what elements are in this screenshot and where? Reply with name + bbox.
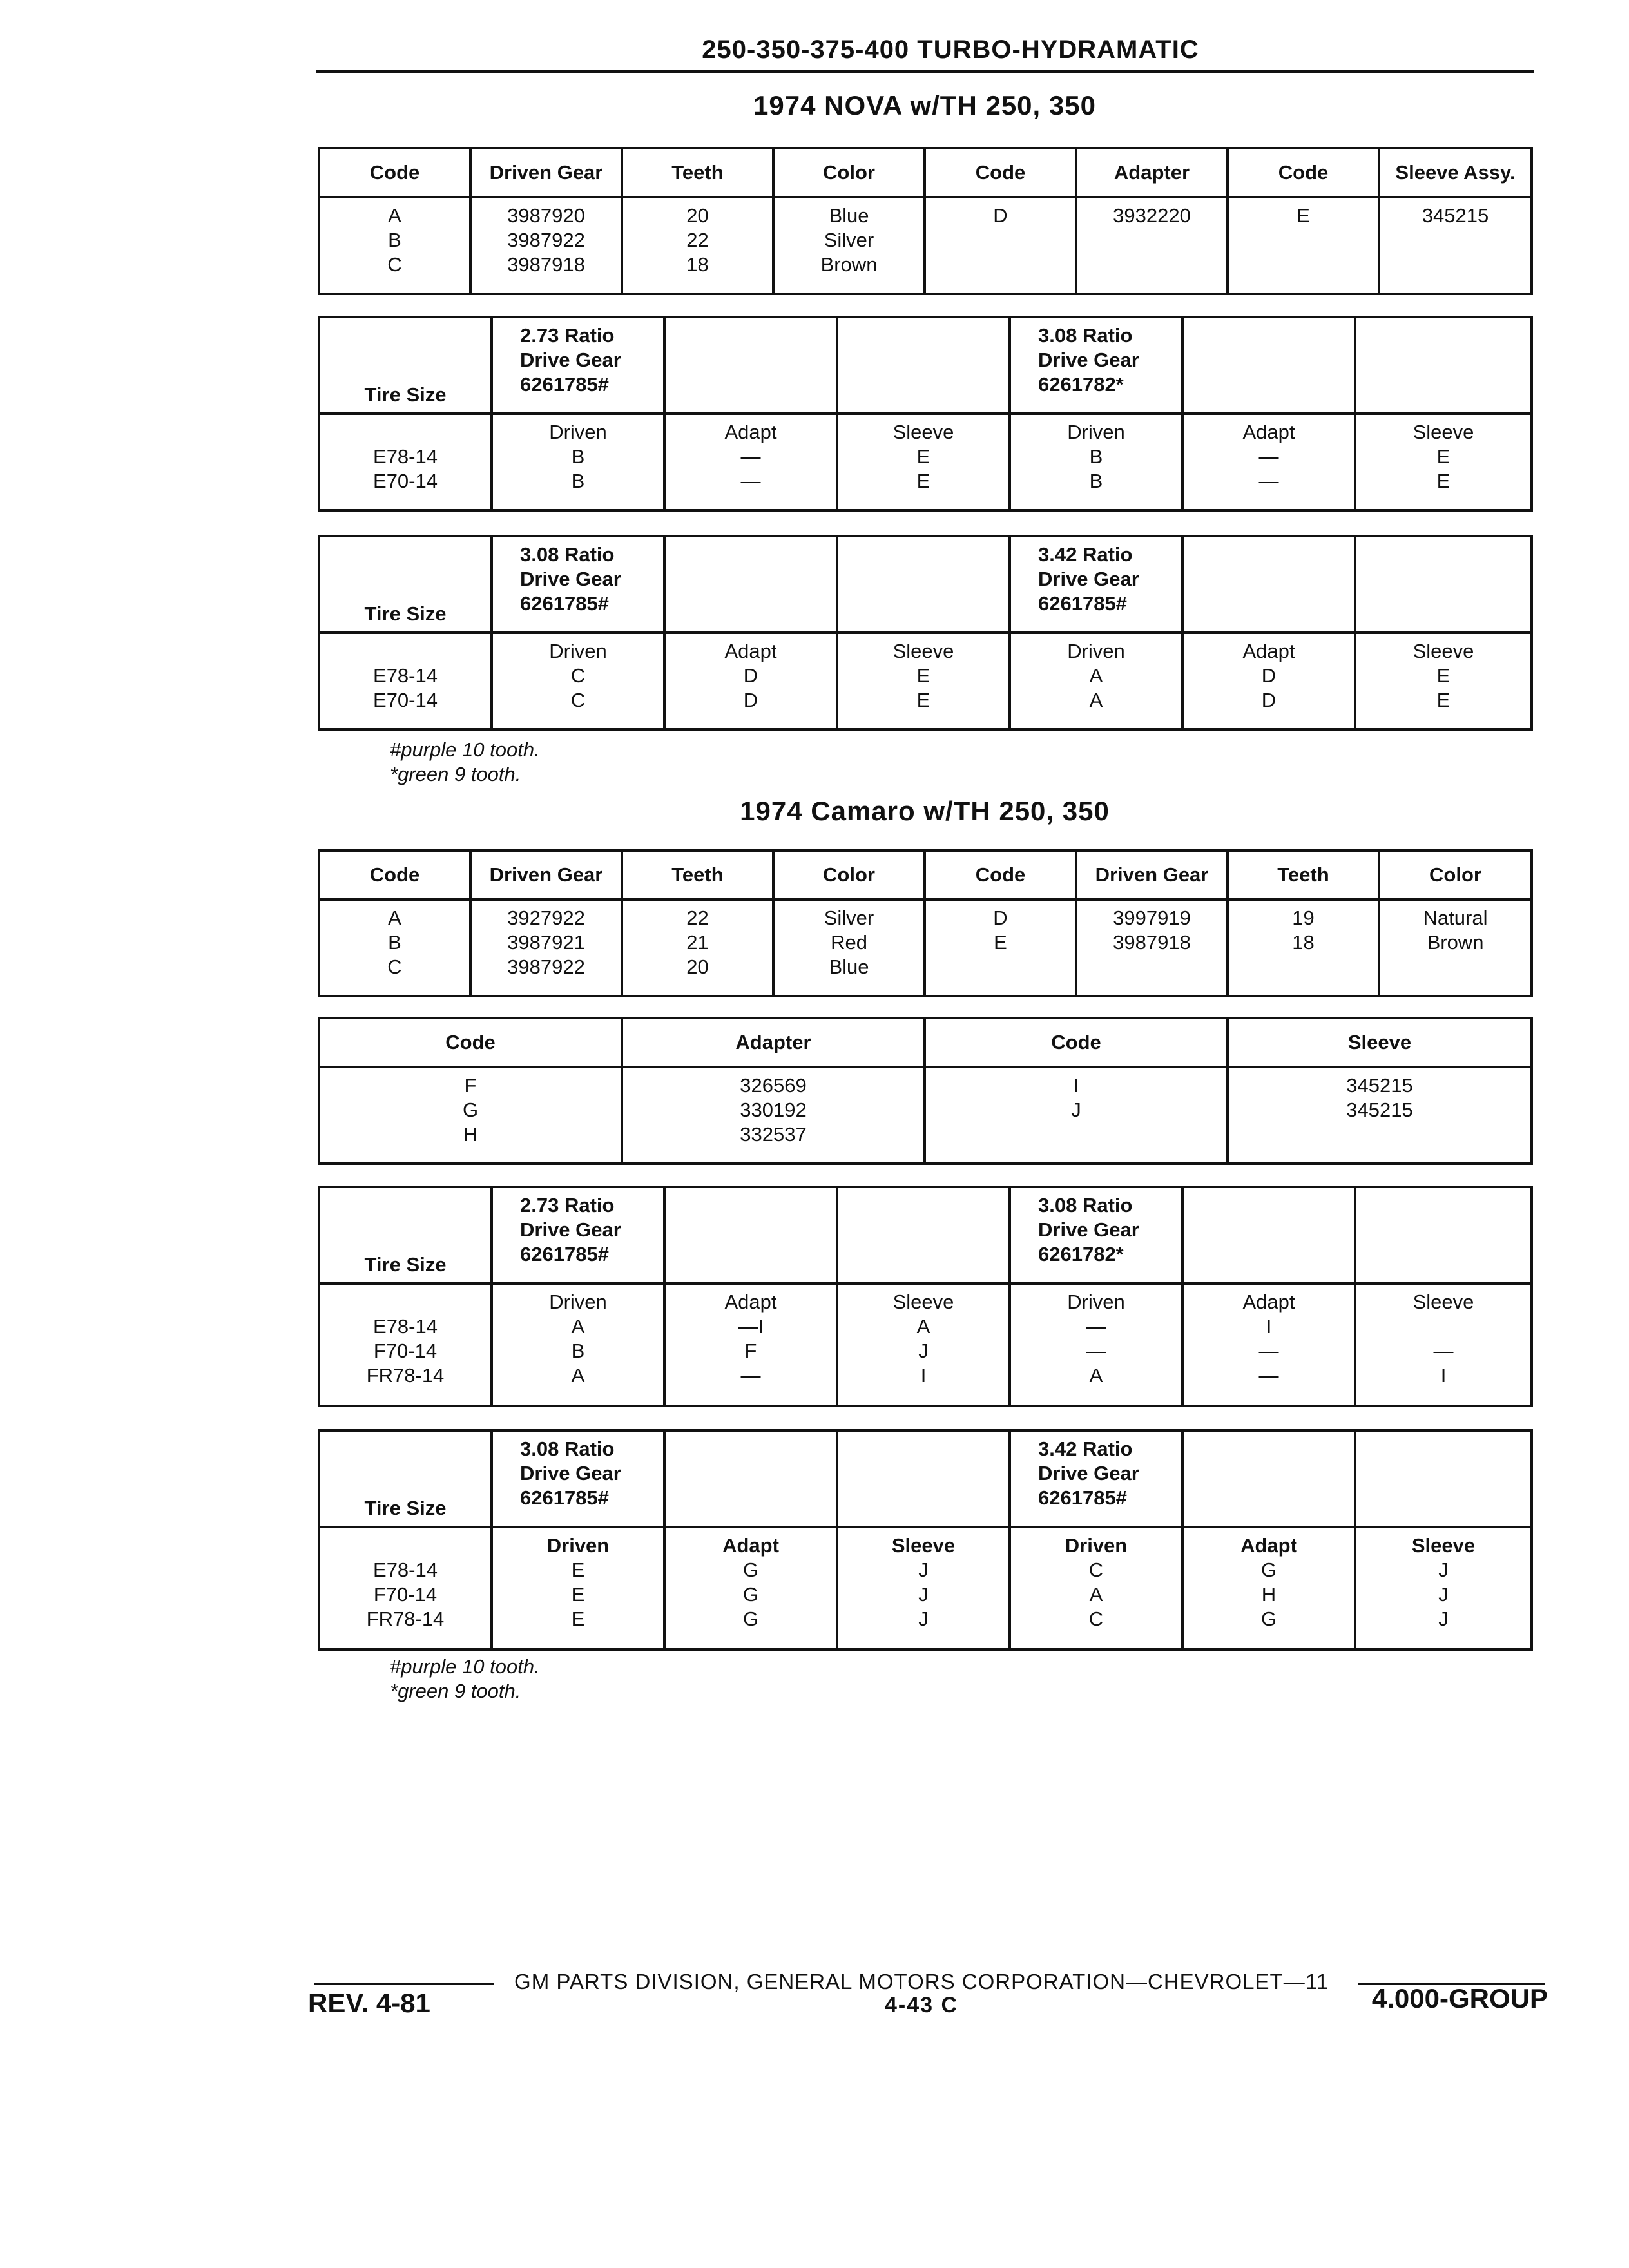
table-cell: 19 18: [1228, 899, 1379, 996]
values: — —: [1258, 445, 1279, 492]
nova-gear-table: [318, 147, 1533, 295]
ratio-cell: [1182, 1527, 1355, 1649]
col-label: Sleeve: [892, 640, 954, 662]
ratio-cell: [1182, 633, 1355, 729]
values: G G G: [742, 1559, 759, 1630]
ratio-cell: [1182, 1283, 1355, 1406]
values: C A C: [1088, 1559, 1104, 1630]
ratio-cell: [492, 414, 664, 510]
ratio-cell: [837, 1283, 1010, 1406]
camaro-section-title: 1974 Camaro w/TH 250, 350: [740, 796, 1110, 826]
col-label: Driven: [546, 1534, 610, 1557]
col-header: Adapter: [622, 1018, 925, 1067]
table-cell: 20 22 18: [622, 197, 773, 294]
nova-section-title: 1974 NOVA w/TH 250, 350: [753, 90, 1096, 120]
col-label: Adapt: [1240, 1534, 1297, 1557]
col-header: Code: [925, 148, 1076, 197]
col-header: Teeth: [622, 850, 773, 899]
empty-cell: [664, 1430, 837, 1527]
ratio-cell: [664, 633, 837, 729]
col-header: Color: [773, 850, 925, 899]
ratio-cell: [1010, 633, 1182, 729]
tire-sizes: E78-14 F70-14 FR78-14: [319, 1283, 492, 1406]
table-cell: I J: [925, 1067, 1228, 1164]
values: B B: [571, 445, 585, 492]
footer-page-number: 4-43 C: [884, 1993, 959, 2017]
empty-cell: [664, 1187, 837, 1283]
ratio-cell: [837, 633, 1010, 729]
nova-ratio-table-2: [318, 535, 1533, 731]
col-label: Sleeve: [1412, 421, 1474, 443]
col-label: Adapt: [724, 1291, 777, 1313]
ratio-label: 3.08 Ratio Drive Gear 6261782*: [1010, 1187, 1182, 1283]
col-label: Adapt: [724, 421, 777, 443]
values: D D: [743, 664, 758, 711]
empty-cell: [1355, 1187, 1532, 1283]
col-header: Teeth: [1228, 850, 1379, 899]
empty-cell: [837, 1187, 1010, 1283]
values: B B: [1089, 445, 1103, 492]
ratio-cell: [1182, 414, 1355, 510]
tire-sizes: E78-14 F70-14 FR78-14: [319, 1527, 492, 1649]
ratio-label: 3.42 Ratio Drive Gear 6261785#: [1010, 536, 1182, 633]
camaro-ratio-table-2: [318, 1429, 1533, 1651]
table-cell: Blue Silver Brown: [773, 197, 925, 294]
empty-cell: [1355, 1430, 1532, 1527]
values: E E: [916, 445, 930, 492]
values: E E: [1436, 664, 1451, 711]
empty-cell: [1355, 536, 1532, 633]
table-cell: D: [925, 197, 1076, 294]
col-label: Adapt: [722, 1534, 779, 1557]
col-header: Color: [1379, 850, 1532, 899]
footer-revision: REV. 4-81: [308, 1988, 430, 2018]
camaro-adapter-table: [318, 1017, 1533, 1165]
ratio-label: 3.42 Ratio Drive Gear 6261785#: [1010, 1430, 1182, 1527]
values: I — —: [1258, 1315, 1279, 1387]
empty-cell: [1182, 536, 1355, 633]
tire-sizes: E78-14 E70-14: [319, 633, 492, 729]
ratio-cell: [1010, 414, 1182, 510]
col-label: Adapt: [724, 640, 777, 662]
values: — I: [1433, 1340, 1454, 1387]
empty-cell: [1182, 317, 1355, 414]
table-cell: 22 21 20: [622, 899, 773, 996]
ratio-label: 2.73 Ratio Drive Gear 6261785#: [492, 1187, 664, 1283]
values: A A: [1089, 664, 1103, 711]
ratio-cell: [492, 633, 664, 729]
empty-cell: [837, 536, 1010, 633]
empty-cell: [1355, 317, 1532, 414]
values: G H G: [1260, 1559, 1277, 1630]
col-header: Teeth: [622, 148, 773, 197]
ratio-cell: [1010, 1527, 1182, 1649]
nova-footnotes: #purple 10 tooth. *green 9 tooth.: [390, 738, 540, 785]
ratio-cell: [1355, 1283, 1532, 1406]
ratio-cell: [837, 1527, 1010, 1649]
table-cell: 3997919 3987918: [1076, 899, 1228, 996]
ratio-cell: [664, 414, 837, 510]
tire-size-label: Tire Size: [319, 536, 492, 633]
ratio-cell: [1355, 633, 1532, 729]
table-cell: A B C: [319, 899, 470, 996]
col-label: Adapt: [1242, 1291, 1295, 1313]
col-header: Code: [319, 850, 470, 899]
table-cell: A B C: [319, 197, 470, 294]
values: C C: [570, 664, 586, 711]
col-header: Sleeve: [1228, 1018, 1532, 1067]
nova-ratio-table-1: [318, 316, 1533, 512]
page-header-title: 250-350-375-400 TURBO-HYDRAMATIC: [702, 35, 1199, 64]
col-label: Driven: [1067, 421, 1125, 443]
col-header: Driven Gear: [470, 148, 622, 197]
tire-size-label: Tire Size: [319, 317, 492, 414]
col-header: Driven Gear: [1076, 850, 1228, 899]
values: J J J: [1438, 1559, 1449, 1630]
ratio-cell: [1010, 1283, 1182, 1406]
tire-sizes: E78-14 E70-14: [319, 414, 492, 510]
values: J J J: [918, 1559, 929, 1630]
col-header: Code: [925, 850, 1076, 899]
col-label: Sleeve: [1412, 640, 1474, 662]
col-label: Sleeve: [892, 1291, 954, 1313]
ratio-cell: [1355, 1527, 1532, 1649]
footer-credit: GM PARTS DIVISION, GENERAL MOTORS CORPORATION—CHEVROLET—11: [514, 1970, 1329, 1994]
ratio-label: 2.73 Ratio Drive Gear 6261785#: [492, 317, 664, 414]
ratio-cell: [492, 1283, 664, 1406]
empty-cell: [664, 536, 837, 633]
footer-rule-left: [314, 1983, 494, 1985]
footer-group: 4.000-GROUP: [1371, 1983, 1548, 2013]
camaro-ratio-table-1: [318, 1186, 1533, 1407]
values: E E: [916, 664, 930, 711]
values: E E: [1436, 445, 1451, 492]
col-label: Sleeve: [1411, 1534, 1476, 1557]
empty-cell: [837, 1430, 1010, 1527]
ratio-cell: [492, 1527, 664, 1649]
empty-cell: [837, 317, 1010, 414]
col-label: Driven: [1065, 1534, 1128, 1557]
col-label: Sleeve: [891, 1534, 956, 1557]
table-cell: F G H: [319, 1067, 622, 1164]
camaro-footnotes: #purple 10 tooth. *green 9 tooth.: [390, 1655, 540, 1702]
ratio-label: 3.08 Ratio Drive Gear 6261785#: [492, 536, 664, 633]
col-header: Driven Gear: [470, 850, 622, 899]
empty-cell: [1182, 1430, 1355, 1527]
values: A B A: [571, 1315, 585, 1387]
col-header: Code: [925, 1018, 1228, 1067]
col-label: Sleeve: [892, 421, 954, 443]
values: A J I: [916, 1315, 930, 1387]
ratio-label: 3.08 Ratio Drive Gear 6261785#: [492, 1430, 664, 1527]
ratio-label: 3.08 Ratio Drive Gear 6261782*: [1010, 317, 1182, 414]
col-header: Code: [319, 148, 470, 197]
tire-size-label: Tire Size: [319, 1187, 492, 1283]
col-label: Adapt: [1242, 421, 1295, 443]
col-header: Adapter: [1076, 148, 1228, 197]
empty-cell: [1182, 1187, 1355, 1283]
col-header: Code: [1228, 148, 1379, 197]
tire-size-label: Tire Size: [319, 1430, 492, 1527]
values: — —: [740, 445, 761, 492]
table-cell: 326569 330192 332537: [622, 1067, 925, 1164]
table-cell: Silver Red Blue: [773, 899, 925, 996]
header-rule: [316, 70, 1534, 73]
ratio-cell: [837, 414, 1010, 510]
col-label: Driven: [1067, 640, 1125, 662]
values: — — A: [1086, 1315, 1106, 1387]
col-header: Color: [773, 148, 925, 197]
values: E E E: [571, 1559, 585, 1630]
table-cell: 3987920 3987922 3987918: [470, 197, 622, 294]
col-label: Driven: [549, 640, 607, 662]
table-cell: D E: [925, 899, 1076, 996]
values: —I F —: [738, 1315, 764, 1387]
col-label: Driven: [1067, 1291, 1125, 1313]
ratio-cell: [1355, 414, 1532, 510]
col-header: Sleeve Assy.: [1379, 148, 1532, 197]
col-label: Sleeve: [1412, 1291, 1474, 1313]
camaro-gear-table: [318, 849, 1533, 997]
table-cell: Natural Brown: [1379, 899, 1532, 996]
table-cell: 3932220: [1076, 197, 1228, 294]
col-header: Code: [319, 1018, 622, 1067]
col-label: Driven: [549, 421, 607, 443]
table-cell: E: [1228, 197, 1379, 294]
empty-cell: [664, 317, 837, 414]
ratio-cell: [664, 1527, 837, 1649]
values: D D: [1261, 664, 1277, 711]
col-label: Adapt: [1242, 640, 1295, 662]
ratio-cell: [664, 1283, 837, 1406]
col-label: Driven: [549, 1291, 607, 1313]
table-cell: 3927922 3987921 3987922: [470, 899, 622, 996]
table-cell: 345215 345215: [1228, 1067, 1532, 1164]
table-cell: 345215: [1379, 197, 1532, 294]
